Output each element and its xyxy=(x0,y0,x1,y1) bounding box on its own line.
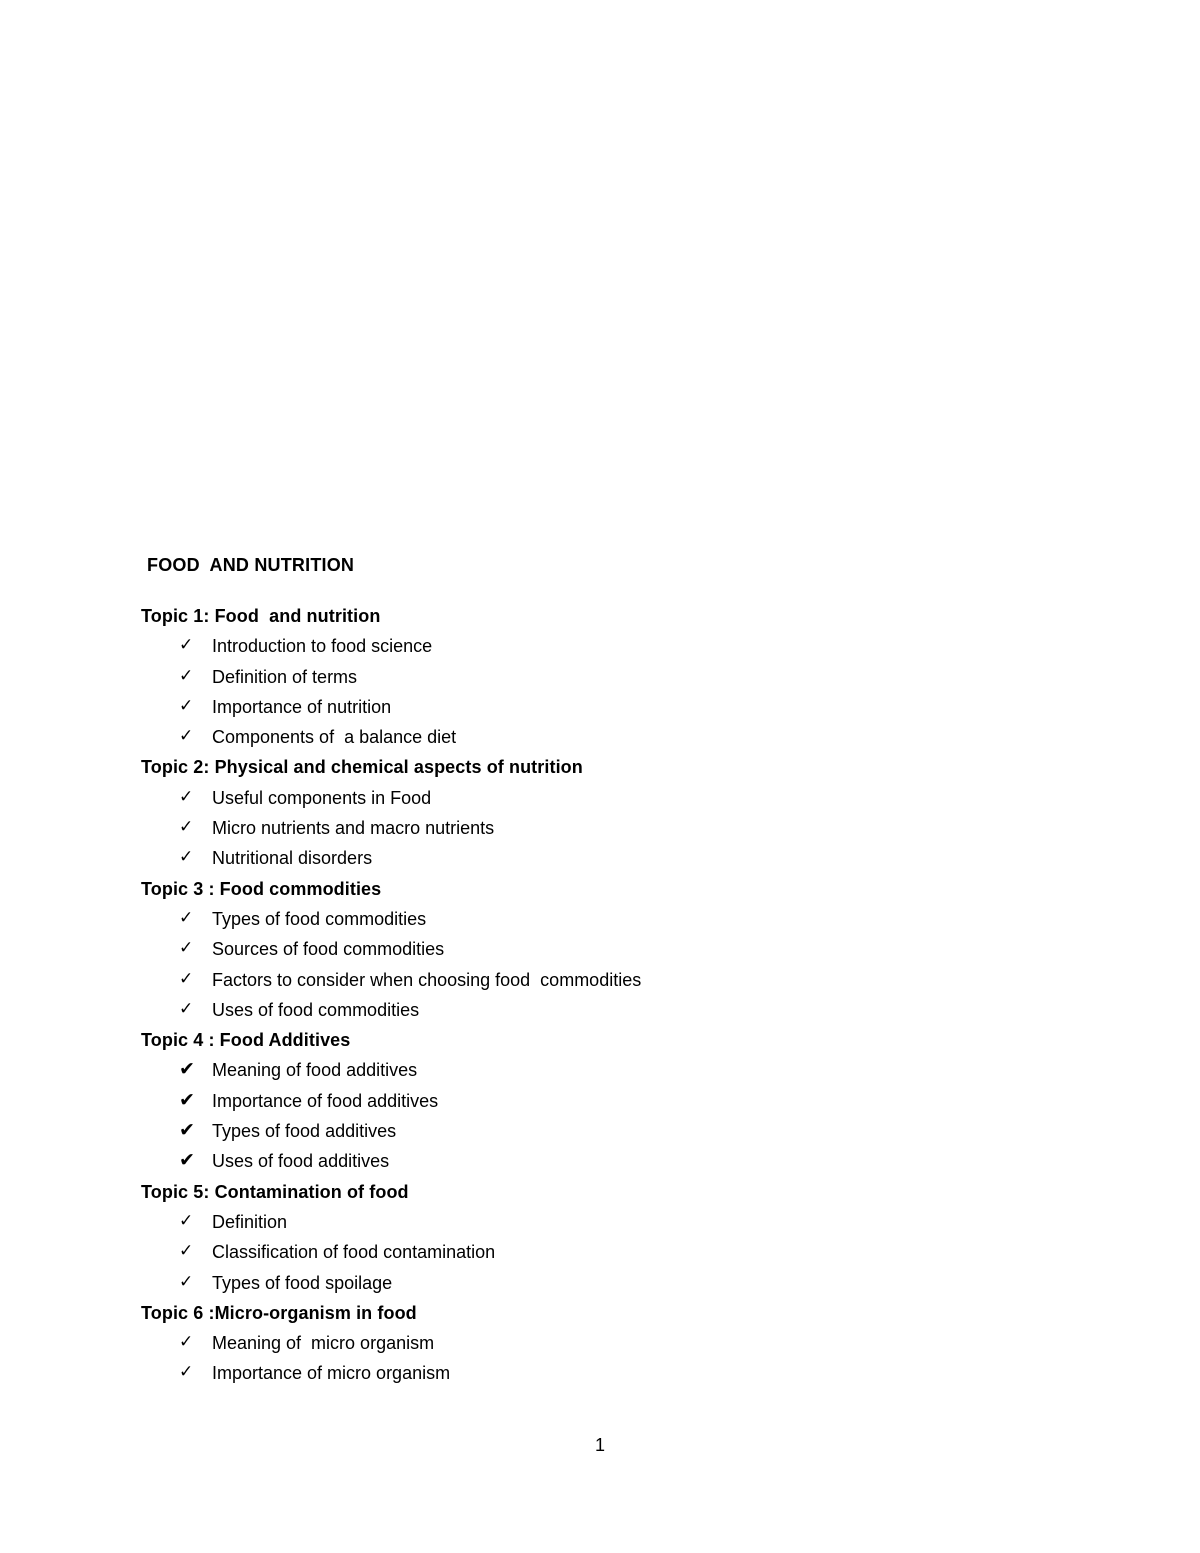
list-item xyxy=(141,1210,1041,1240)
list-item-text: Types of food spoilage xyxy=(212,1272,393,1293)
check-icon: ✓ xyxy=(179,786,194,807)
topic-item-list xyxy=(141,634,1041,755)
list-item xyxy=(141,1240,1041,1270)
list-item-text: Classification of food contamination xyxy=(212,1242,496,1263)
topic-item-list xyxy=(141,786,1041,877)
topic-heading: Topic 5: Contamination of food xyxy=(141,1181,409,1202)
list-item-text: Sources of food commodities xyxy=(212,939,445,960)
document-title: FOOD AND NUTRITION xyxy=(147,555,355,575)
check-icon: ✓ xyxy=(179,907,194,928)
list-item-text: Meaning of micro organism xyxy=(212,1333,435,1354)
list-item-text: Components of a balance diet xyxy=(212,727,457,748)
check-icon: ✓ xyxy=(179,998,194,1019)
list-item-text: Uses of food additives xyxy=(212,1151,390,1172)
list-item xyxy=(141,1149,1041,1179)
check-icon: ✓ xyxy=(179,726,194,747)
list-item-text: Introduction to food science xyxy=(212,636,433,657)
check-icon: ✓ xyxy=(179,1362,194,1383)
list-item xyxy=(141,665,1041,695)
list-item xyxy=(141,937,1041,967)
list-item xyxy=(141,1331,1041,1361)
list-item-text: Meaning of food additives xyxy=(212,1060,418,1081)
list-item xyxy=(141,1271,1041,1301)
topic-item-list xyxy=(141,1210,1041,1301)
list-item-text: Factors to consider when choosing food commodities xyxy=(212,969,642,990)
check-icon: ✓ xyxy=(179,635,194,656)
page-number: 1 xyxy=(594,1435,605,1455)
topic-section xyxy=(141,755,1041,876)
topic-list xyxy=(141,604,1041,1392)
topic-item-list xyxy=(141,1058,1041,1179)
topic-item-list xyxy=(141,1331,1041,1392)
list-item-text: Nutritional disorders xyxy=(212,848,373,869)
topic-section xyxy=(141,1028,1041,1179)
list-item xyxy=(141,725,1041,755)
list-item-text: Importance of micro organism xyxy=(212,1363,451,1384)
list-item-text: Uses of food commodities xyxy=(212,999,420,1020)
check-icon: ✓ xyxy=(179,968,194,989)
list-item-text: Useful components in Food xyxy=(212,787,432,808)
check-icon: ✓ xyxy=(179,665,194,686)
check-icon: ✓ xyxy=(179,847,194,868)
list-item-text: Types of food additives xyxy=(212,1121,397,1142)
check-icon: ✓ xyxy=(179,1332,194,1353)
check-icon: ✓ xyxy=(179,1210,194,1231)
topic-section xyxy=(141,877,1041,1028)
list-item-text: Types of food commodities xyxy=(212,908,427,929)
topic-heading: Topic 3 : Food commodities xyxy=(141,878,382,899)
topic-heading: Topic 2: Physical and chemical aspects of nutrition xyxy=(141,757,583,778)
list-item xyxy=(141,1119,1041,1149)
list-item xyxy=(141,786,1041,816)
check-icon: ✓ xyxy=(179,695,194,716)
topic-section xyxy=(141,1180,1041,1301)
list-item xyxy=(141,907,1041,937)
list-item xyxy=(141,634,1041,664)
topic-heading: Topic 4 : Food Additives xyxy=(141,1030,351,1051)
list-item xyxy=(141,968,1041,998)
topic-heading: Topic 1: Food and nutrition xyxy=(141,606,381,626)
list-item-text: Importance of food additives xyxy=(212,1090,439,1111)
topic-item-list xyxy=(141,907,1041,1028)
check-icon: ✓ xyxy=(179,817,194,838)
list-item xyxy=(141,695,1041,725)
check-icon: ✔ xyxy=(179,1149,195,1172)
list-item xyxy=(141,1089,1041,1119)
check-icon: ✓ xyxy=(179,938,194,959)
topic-heading: Topic 6 :Micro-organism in food xyxy=(141,1302,417,1323)
list-item xyxy=(141,1361,1041,1391)
list-item xyxy=(141,998,1041,1028)
topic-section xyxy=(141,604,1041,755)
list-item xyxy=(141,846,1041,876)
check-icon: ✔ xyxy=(179,1088,195,1111)
list-item-text: Definition xyxy=(212,1211,288,1232)
check-icon: ✓ xyxy=(179,1271,194,1292)
topic-section xyxy=(141,1301,1041,1392)
check-icon: ✔ xyxy=(179,1058,195,1081)
check-icon: ✓ xyxy=(179,1241,194,1262)
check-icon: ✔ xyxy=(179,1119,195,1142)
list-item-text: Definition of terms xyxy=(212,666,358,687)
list-item xyxy=(141,1058,1041,1088)
list-item-text: Micro nutrients and macro nutrients xyxy=(212,818,495,839)
list-item xyxy=(141,816,1041,846)
list-item-text: Importance of nutrition xyxy=(212,696,392,717)
